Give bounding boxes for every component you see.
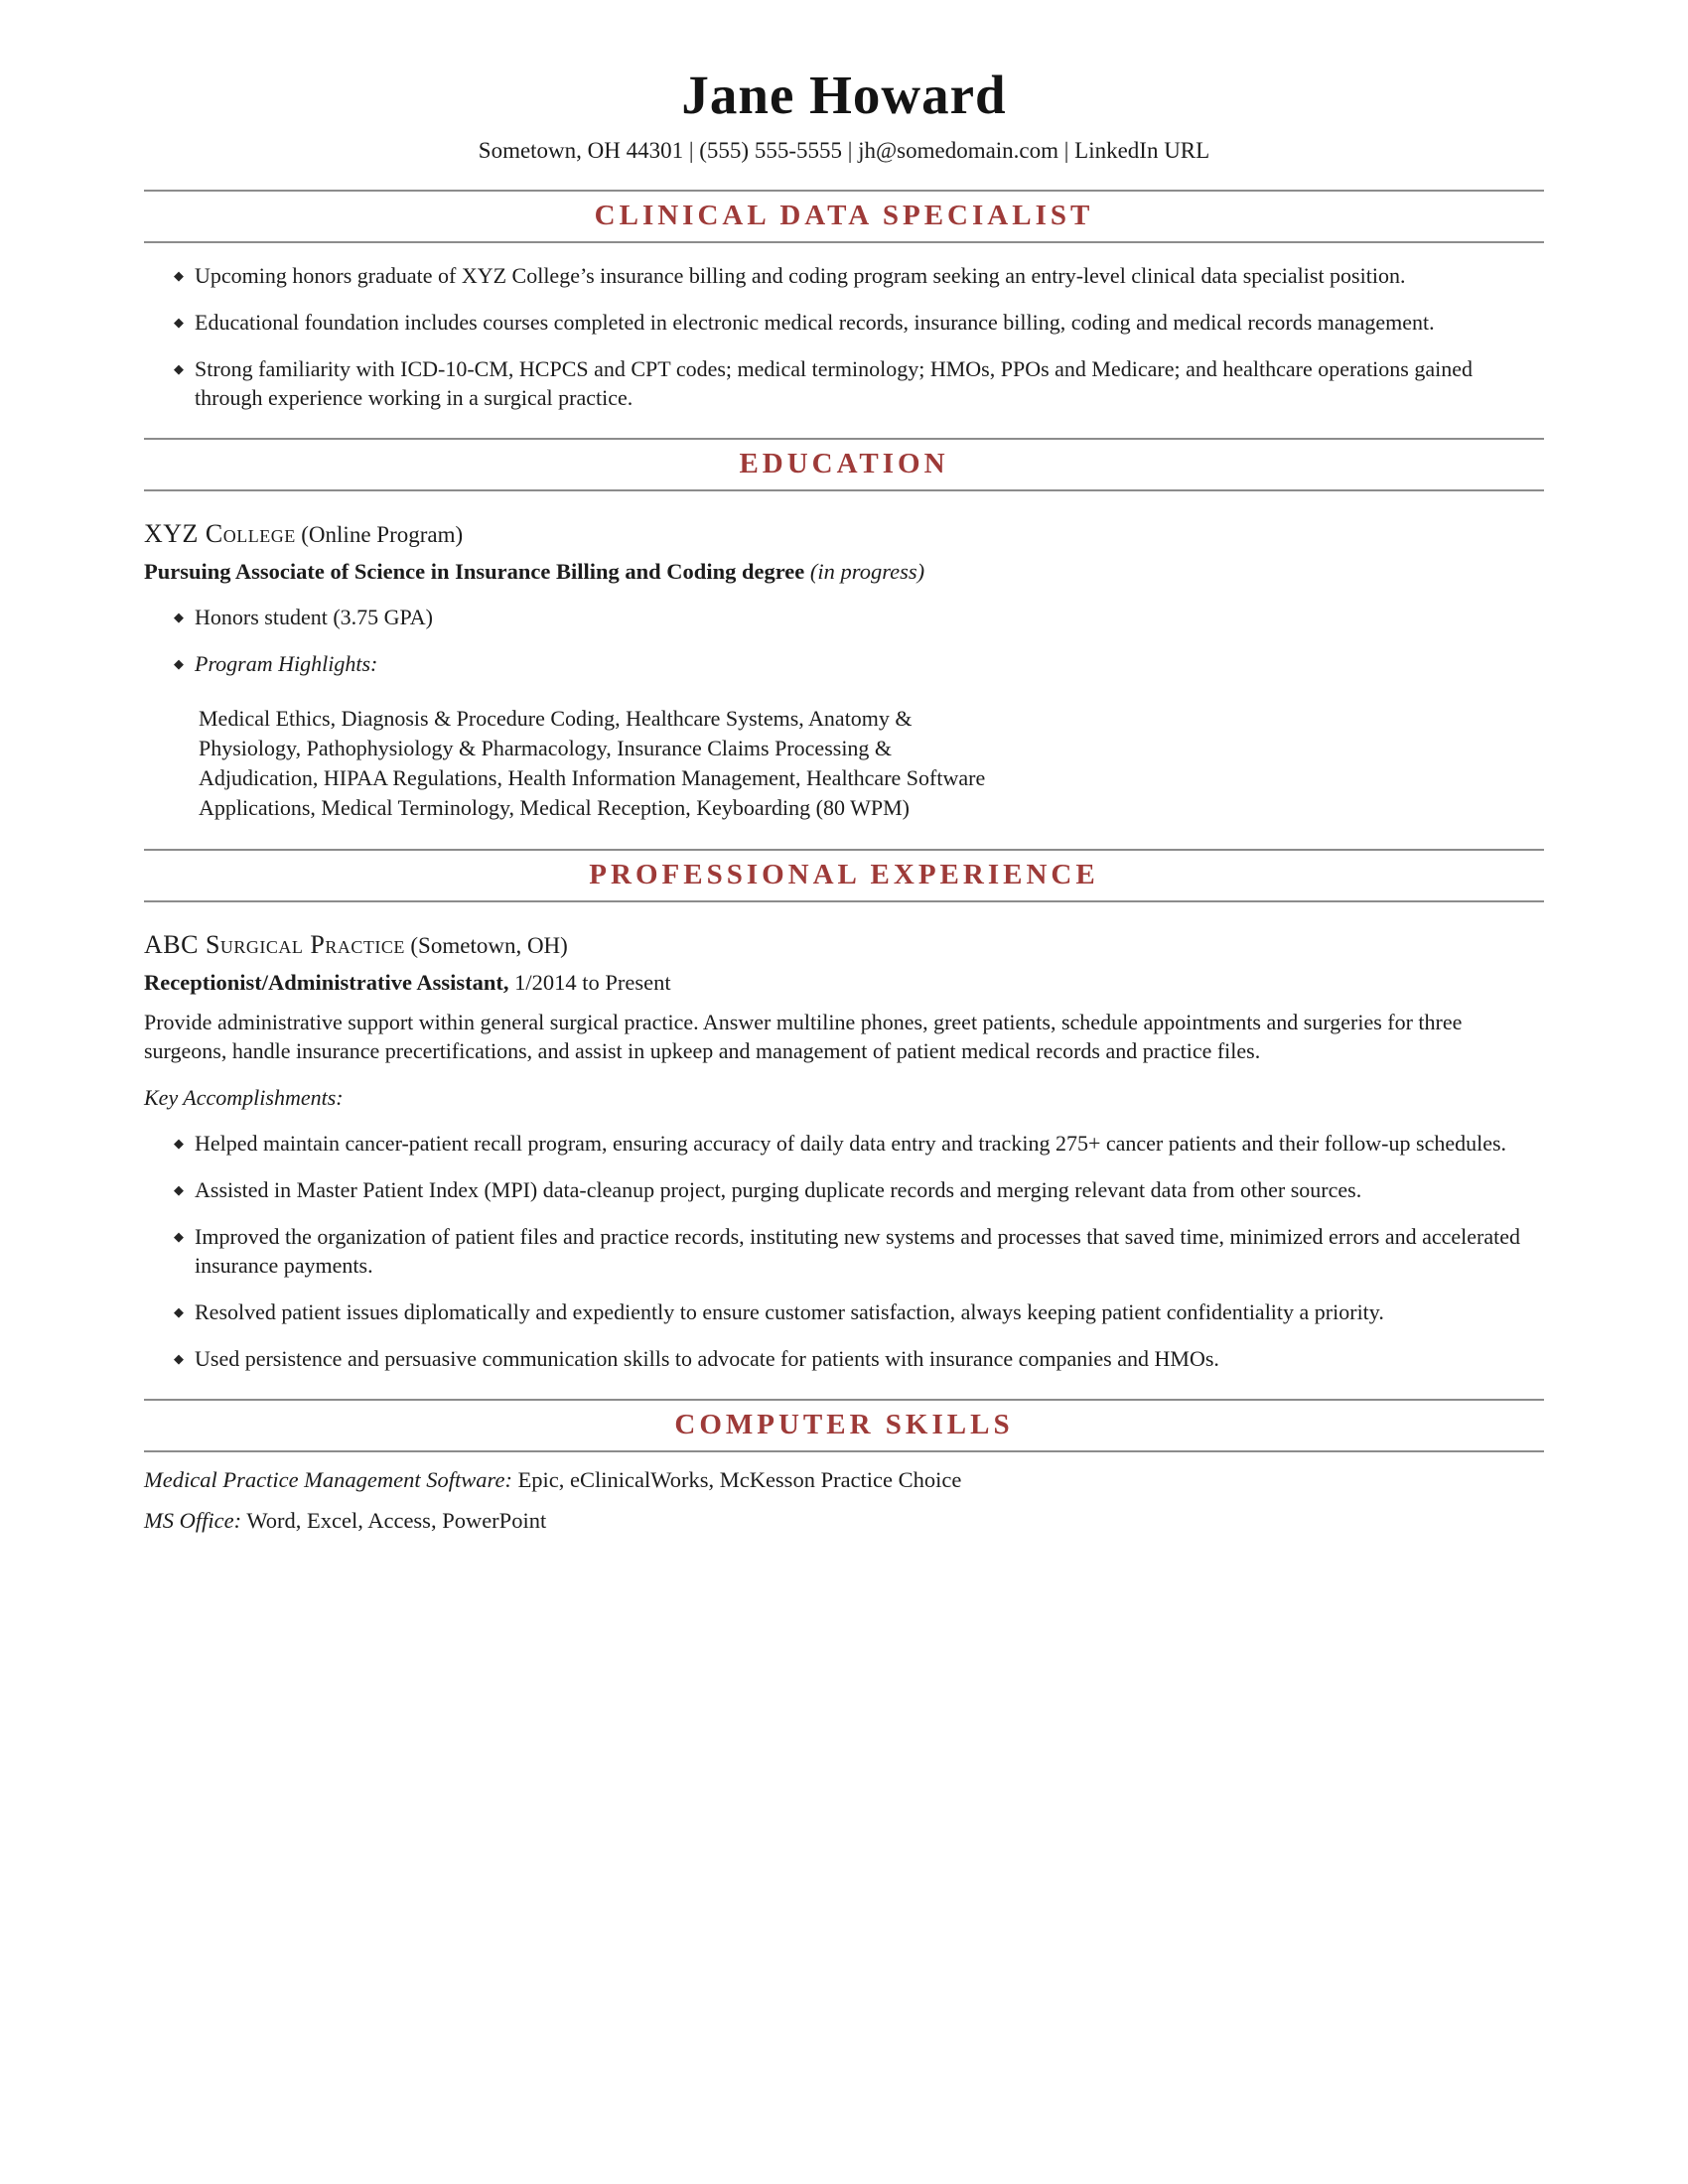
experience-section-header (144, 849, 1544, 902)
diamond-bullet-icon: ◆ (174, 1351, 184, 1366)
summary-bullet-item (144, 308, 1544, 337)
accomplishment-bullet-item (144, 1297, 1544, 1326)
job-description: Provide administrative support within general surgical practice. Answer multiline phones, greet patients, schedule appointments and surgeries for three surgeons, handle insurance precertifications, and assist in upkeep and management of patient medical records and practice files. (144, 1010, 1463, 1063)
accomplishment-bullet-item (144, 1222, 1544, 1280)
skill-values: Epic, eClinicalWorks, McKesson Practice Choice (517, 1467, 962, 1492)
employer-note: (Sometown, OH) (410, 933, 568, 958)
experience-section-title: PROFESSIONAL EXPERIENCE (589, 859, 1099, 890)
skill-values: Word, Excel, Access, PowerPoint (246, 1508, 547, 1533)
skill-line (144, 1508, 1544, 1534)
diamond-bullet-icon: ◆ (174, 268, 184, 283)
job-title: Receptionist/Administrative Assistant, (144, 970, 509, 995)
summary-bullet-text: Educational foundation includes courses completed in electronic medical records, insurance billing, coding and medical records management. (195, 310, 1435, 335)
accomplishment-bullet-item (144, 1344, 1544, 1373)
summary-section-title: CLINICAL DATA SPECIALIST (594, 200, 1094, 231)
accomplishments-bullet-list (144, 1129, 1544, 1373)
program-highlights-text: Medical Ethics, Diagnosis & Procedure Coding, Healthcare Systems, Anatomy & Physiology, Pathophysiology & Pharmacology, Insurance Claims Processing & Adjudication, HIPAA Regulations, Health Information Management, Healthcare Software Applications, Medical Terminology, Medical Reception, Keyboarding (80 WPM) (199, 706, 986, 820)
diamond-bullet-icon: ◆ (174, 610, 184, 624)
accomplishment-bullet-item (144, 1129, 1544, 1158)
diamond-bullet-icon: ◆ (174, 361, 184, 376)
education-section-header (144, 438, 1544, 491)
accomplishment-bullet-text: Resolved patient issues diplomatically and expediently to ensure customer satisfaction, always keeping patient confidentiality a priority. (195, 1299, 1384, 1324)
employer-name: ABC Surgical Practice (144, 930, 405, 959)
summary-bullet-list (144, 261, 1544, 412)
skill-category-label: MS Office: (144, 1508, 242, 1533)
diamond-bullet-icon: ◆ (174, 1136, 184, 1151)
skills-section-header (144, 1399, 1544, 1452)
skill-line (144, 1467, 1544, 1493)
accomplishment-bullet-text: Helped maintain cancer-patient recall program, ensuring accuracy of daily data entry and tracking 275+ cancer patients and their follow-up schedules. (195, 1131, 1507, 1156)
accomplishment-bullet-item (144, 1175, 1544, 1204)
degree-note: (in progress) (809, 559, 925, 584)
summary-bullet-item (144, 354, 1544, 412)
school-note: (Online Program) (301, 522, 464, 547)
contact-line: Sometown, OH 44301 | (555) 555-5555 | jh@somedomain.com | LinkedIn URL (478, 138, 1210, 163)
diamond-bullet-icon: ◆ (174, 1229, 184, 1244)
experience-title-line (144, 970, 1544, 996)
diamond-bullet-icon: ◆ (174, 656, 184, 671)
education-bullet-item (144, 649, 1544, 678)
school-name: XYZ College (144, 519, 296, 548)
education-gpa-text: Honors student (3.75 GPA) (195, 605, 433, 629)
accomplishment-bullet-text: Improved the organization of patient files and practice records, instituting new systems and processes that saved time, minimized errors and accelerated insurance payments. (195, 1224, 1521, 1278)
summary-bullet-text: Strong familiarity with ICD-10-CM, HCPCS and CPT codes; medical terminology; HMOs, PPOs and Medicare; and healthcare operations gained through experience working in a surgical practice. (195, 356, 1473, 410)
summary-bullet-text: Upcoming honors graduate of XYZ College’s insurance billing and coding program seeking an entry-level clinical data specialist position. (195, 263, 1406, 288)
degree-name: Pursuing Associate of Science in Insurance Billing and Coding degree (144, 559, 805, 584)
diamond-bullet-icon: ◆ (174, 315, 184, 330)
education-bullet-list (144, 603, 1544, 678)
resume-name: Jane Howard (681, 65, 1007, 125)
skill-category-label: Medical Practice Management Software: (144, 1467, 512, 1492)
summary-section-header (144, 190, 1544, 243)
summary-bullet-item (144, 261, 1544, 290)
diamond-bullet-icon: ◆ (174, 1304, 184, 1319)
accomplishment-bullet-text: Assisted in Master Patient Index (MPI) data-cleanup project, purging duplicate records and merging relevant data from other sources. (195, 1177, 1362, 1202)
experience-employer-line (144, 930, 1544, 960)
education-degree-line (144, 559, 1544, 585)
accomplishments-label: Key Accomplishments: (144, 1085, 344, 1110)
skills-section-title: COMPUTER SKILLS (674, 1409, 1014, 1440)
job-dates: 1/2014 to Present (514, 970, 671, 995)
skills-list (144, 1467, 1544, 1534)
accomplishment-bullet-text: Used persistence and persuasive communication skills to advocate for patients with insurance companies and HMOs. (195, 1346, 1219, 1371)
education-section-title: EDUCATION (739, 448, 949, 479)
diamond-bullet-icon: ◆ (174, 1182, 184, 1197)
education-school-line (144, 519, 1544, 549)
education-bullet-item (144, 603, 1544, 631)
program-highlights-label: Program Highlights: (195, 651, 378, 676)
